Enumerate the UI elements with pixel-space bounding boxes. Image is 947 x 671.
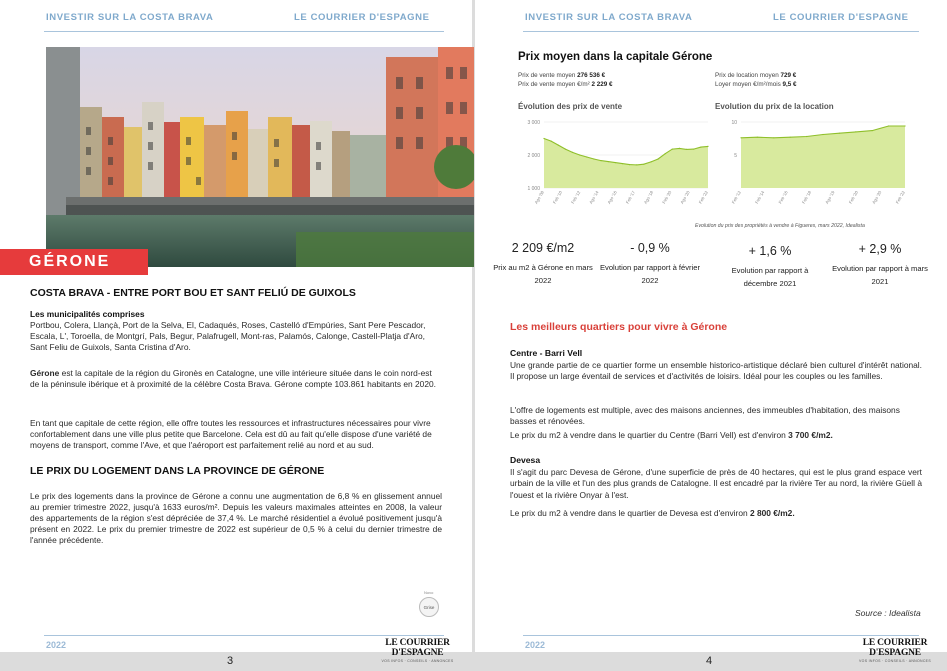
badge-label: Novo xyxy=(424,590,434,595)
header-left-title: INVESTIR SUR LA COSTA BRAVA xyxy=(46,12,214,23)
rent-chart-point xyxy=(855,131,856,132)
header-rule xyxy=(44,31,444,32)
heading-costa-brava: COSTA BRAVA - ENTRE PORT BOU ET SANT FELIÚ DE GUIXOLS xyxy=(30,287,356,299)
stat-label-3: Evolution par rapport à décembre 2021 xyxy=(731,266,809,288)
footer-logo-text: LE COURRIER D'ESPAGNE xyxy=(385,638,450,658)
heading-prix-logement: LE PRIX DU LOGEMENT DANS LA PROVINCE DE GÉRONE xyxy=(30,465,325,477)
sale-chart-ytick: 3 000 xyxy=(527,120,540,126)
rent-chart-xtick: Ago '19 xyxy=(824,190,836,205)
rent-chart-xtick: Feb '16 xyxy=(777,190,789,205)
sale-chart-point xyxy=(636,164,637,165)
sale-chart-point xyxy=(700,147,701,148)
sale-chart-point xyxy=(608,161,609,162)
para-prix-logement: Le prix des logements dans la province de Gérone a connu une augmentation de 6,8 % en glissement annuel au premier trimestre 2022, jusqu'à 1633 euros/m². Depuis les valeurs maximales atteintes en 2008, la valeur des appartements de la région s'est dépréciée de 37,4 %. Le marché résidentiel a évolué positivement jusqu'à présent en 2022. Le prix du premier trimestre de 2022 est supérieur de 0,5 % à celui du dernier trimestre de l'année précédente. xyxy=(30,491,442,546)
footer-year: 2022 xyxy=(46,640,67,650)
sale-chart-point xyxy=(572,152,573,153)
sale-chart-point xyxy=(586,156,587,157)
page-right xyxy=(475,0,947,667)
sale-chart-point xyxy=(693,149,694,150)
rent-chart-title: Evolution du prix de la location xyxy=(715,102,834,111)
rent-chart-ytick: 5 xyxy=(734,153,737,159)
header-right-title: LE COURRIER D'ESPAGNE xyxy=(294,12,430,23)
sale-chart-point xyxy=(593,158,594,159)
rent-chart-point xyxy=(790,137,791,138)
stat-value-3: + 1,6 % xyxy=(748,244,792,258)
rent-chart-point xyxy=(872,130,873,131)
footer-logo xyxy=(843,638,947,663)
rent-chart-ytick: 10 xyxy=(731,120,737,126)
page-number-right: 4 xyxy=(706,655,713,667)
footer-rule xyxy=(44,635,444,636)
centre-price-text: Le prix du m2 à vendre dans le quartier du Centre (Barri Vell) est d'environ xyxy=(510,430,789,440)
sale-chart-xtick: Feb '10 xyxy=(551,190,564,205)
rent-chart-xtick: Feb '14 xyxy=(754,190,766,205)
header-right-title: LE COURRIER D'ESPAGNE xyxy=(773,12,909,23)
rent-chart-point xyxy=(839,133,840,134)
rent-chart-point xyxy=(740,137,741,138)
sale-chart-area xyxy=(544,139,708,189)
sale-chart-xtick: Ago '14 xyxy=(588,190,600,205)
rent-chart-xtick: Feb '20 xyxy=(847,190,860,205)
rent-chart-point xyxy=(757,137,758,138)
centre-title: Centre - Barri Vell xyxy=(510,348,583,358)
rent-chart-point xyxy=(773,137,774,138)
stat-label-2: Evolution par rapport à février 2022 xyxy=(599,263,701,285)
sale-chart-point xyxy=(679,148,680,149)
rent-m2 xyxy=(715,80,797,89)
rent-chart-xtick: Feb '22 xyxy=(894,190,906,205)
para-gerone-bold: Gérone xyxy=(30,368,60,378)
para-gerone-text: est la capitale de la région du Gironès en Catalogne, une ville intérieure située dans le coin nord-est de la péninsule ibérique et à proximité de la célèbre Costa Brava. Gérone compte 103.861 habitants en 2020. xyxy=(30,368,436,390)
centre-para-1: Une grande partie de ce quartier forme un ensemble historico-artistique déclaré bien culturel d'intérêt national. Il propose un large éventail de services et d'activités de loisirs. Idéal pour les couples ou les familles. xyxy=(510,360,922,382)
rent-avg xyxy=(715,71,796,80)
sale-chart-xtick: Feb '22 xyxy=(697,190,709,205)
rent-chart-xtick: Feb '12 xyxy=(730,190,742,205)
para-gerone xyxy=(30,368,442,390)
devesa-price-text: Le prix du m2 à vendre dans le quartier de Devesa est d'environ xyxy=(510,508,750,518)
rent-avg-label: Prix de location moyen xyxy=(715,72,781,79)
rent-chart-point xyxy=(888,125,889,126)
footer-logo-sub: VOS INFOS · CONSEILS · ANNONCES xyxy=(381,659,454,663)
stat-value-2: - 0,9 % xyxy=(630,241,670,255)
brand-badge: Grise xyxy=(419,597,439,617)
gerone-tag: GÉRONE xyxy=(0,249,148,275)
sale-chart-point xyxy=(650,161,651,162)
sale-chart-xtick: Feb '17 xyxy=(624,190,636,205)
section-title-quartiers: Les meilleurs quartiers pour vivre à Gérone xyxy=(510,321,728,333)
sale-chart-point xyxy=(615,162,616,163)
footer-year: 2022 xyxy=(525,640,546,650)
municipalities-list: Portbou, Colera, Llançà, Port de la Selva, El, Cadaqués, Roses, Castelló d'Empúries, Sant Pere Pescador, Escala, L', Toroella, de Montgrí, Pals, Begur, Palafrugell, Mont-ras, Palamós, Calonge, Castell-Platja d'Aro, Sant Feliu de Guixols, Santa Cristina d'Aro. xyxy=(30,320,426,353)
header-rule xyxy=(523,31,919,32)
footer-logo-text: LE COURRIER D'ESPAGNE xyxy=(862,638,928,658)
rent-chart-point xyxy=(822,134,823,135)
devesa-para-1: Il s'agit du parc Devesa de Gérone, d'une superficie de près de 40 hectares, qui est le plus grand espace vert urbain de la ville et l'un des plus grands de Catalogne. Il est encadré par la rivière Ter au nord, la rivière Güell à l'ouest et la rivière Onyar à l'est. xyxy=(510,467,922,500)
sale-chart-point xyxy=(579,154,580,155)
sale-chart-point xyxy=(622,163,623,164)
price-title: Prix moyen dans la capitale Gérone xyxy=(518,51,713,63)
sale-chart-xtick: Feb '12 xyxy=(570,190,582,205)
sale-chart-point xyxy=(658,158,659,159)
sale-chart-point xyxy=(686,149,687,150)
chart-note: Evolution du prix des propriétés à vendre à Figueres, mars 2022, Idealista xyxy=(695,223,865,229)
footer-logo-sub: VOS INFOS · CONSEILS · ANNONCES xyxy=(859,659,931,663)
sale-avg xyxy=(518,71,605,80)
footer-rule xyxy=(523,635,919,636)
stat-value-1: 2 209 €/m2 xyxy=(511,241,575,255)
sale-chart-xtick: Ago '08 xyxy=(533,190,545,205)
stat-value-4: + 2,9 % xyxy=(858,242,902,256)
rent-chart-point xyxy=(806,136,807,137)
header-left-title: INVESTIR SUR LA COSTA BRAVA xyxy=(525,12,693,23)
sale-m2 xyxy=(518,80,613,89)
sale-chart-ytick: 1 000 xyxy=(527,186,540,192)
sale-chart-point xyxy=(707,146,708,147)
sale-m2-label: Prix de vente moyen €/m² xyxy=(518,81,592,88)
sale-avg-label: Prix de vente moyen xyxy=(518,72,578,79)
sale-chart-point xyxy=(565,149,566,150)
page-left xyxy=(0,0,472,667)
centre-para-2: L'offre de logements est multiple, avec des maisons anciennes, des immeubles d'habitation, des maisons basses et rénovées. xyxy=(510,405,900,427)
municipalities-title: Les municipalités comprises xyxy=(30,309,145,319)
sale-avg-value: 276 536 € xyxy=(577,72,606,79)
centre-price-value: 3 700 €/m2. xyxy=(788,430,833,440)
rent-chart-area xyxy=(741,126,905,188)
sale-chart-ytick: 2 000 xyxy=(527,153,540,159)
rent-price-chart xyxy=(715,114,910,214)
para-capital: En tant que capitale de cette région, elle offre toutes les ressources et infrastructures nécessaires pour vivre confortablement dans une ville plus petite que Barcelone. Cela est dû au fait qu'elle dispose d'une variété de moyens de transport, comme l'Ave, et que l'aéroport est parfaitement relié au nord et au sud. xyxy=(30,418,432,451)
sale-chart-point xyxy=(672,149,673,150)
sale-chart-xtick: Feb '20 xyxy=(661,190,673,205)
girona-houses-photo xyxy=(46,47,474,267)
stat-label-4: Evolution par rapport à mars 2021 xyxy=(832,264,928,286)
sale-chart-point xyxy=(643,164,644,165)
sale-m2-value: 2 229 € xyxy=(591,81,613,88)
sale-chart-point xyxy=(543,138,544,139)
stat-label-1: Prix au m2 à Gérone en mars 2022 xyxy=(493,263,593,285)
sale-chart-xtick: Ago '20 xyxy=(679,190,691,205)
rent-chart-xtick: Feb '18 xyxy=(800,190,813,205)
sale-chart-title: Évolution des prix de vente xyxy=(518,102,623,111)
footer-logo xyxy=(363,638,472,663)
rent-avg-value: 729 € xyxy=(780,72,797,79)
sale-chart-xtick: Ago '16 xyxy=(606,190,618,205)
sale-chart-point xyxy=(629,164,630,165)
sale-price-chart xyxy=(518,114,713,214)
sale-chart-point xyxy=(551,141,552,142)
page-number-left: 3 xyxy=(227,655,234,667)
source-note: Source : Idealista xyxy=(855,608,921,618)
rent-m2-label: Loyer moyen €/m²/mois xyxy=(715,81,783,88)
devesa-para-2 xyxy=(510,508,922,519)
rent-chart-xtick: Ago '20 xyxy=(871,190,883,205)
devesa-title: Devesa xyxy=(510,455,541,465)
centre-para-3 xyxy=(510,430,922,441)
devesa-price-value: 2 800 €/m2. xyxy=(749,508,795,518)
sale-chart-point xyxy=(665,153,666,154)
sale-chart-point xyxy=(600,160,601,161)
rent-m2-value: 9,5 € xyxy=(782,81,797,88)
sale-chart-point xyxy=(558,145,559,146)
rent-chart-point xyxy=(904,125,905,126)
sale-chart-xtick: Ago '18 xyxy=(642,190,655,205)
